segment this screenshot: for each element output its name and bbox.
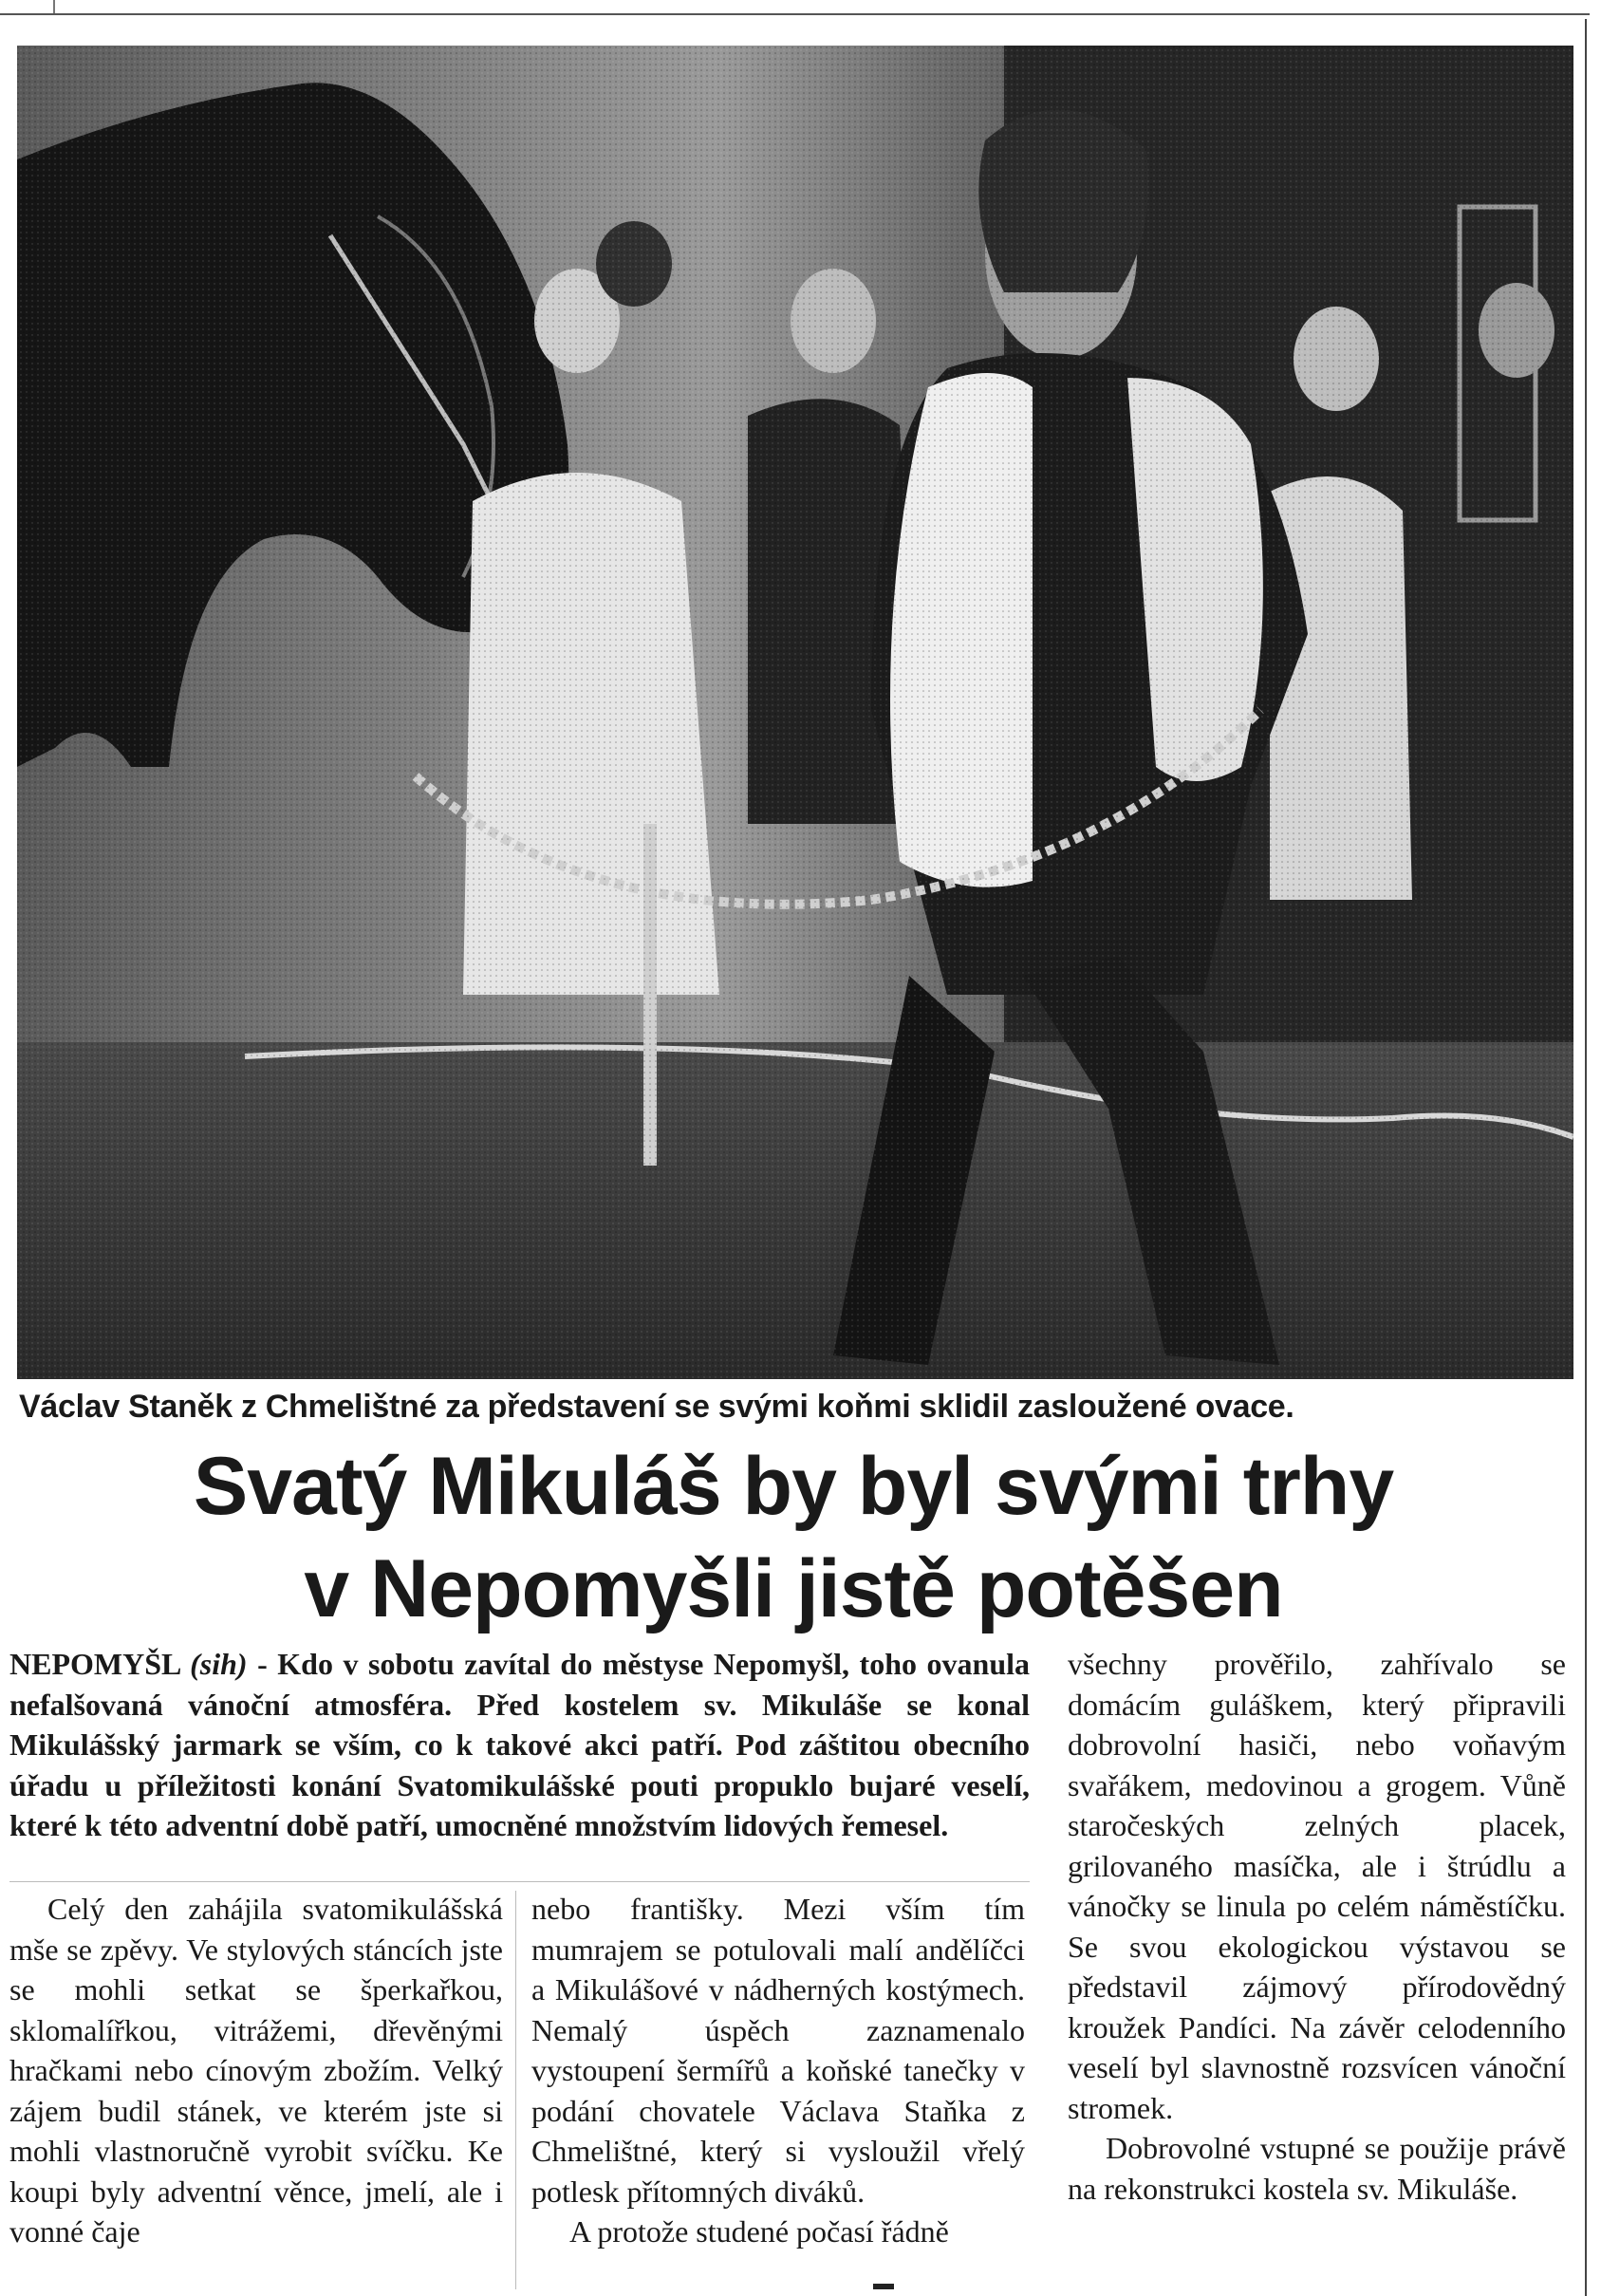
- headline-line-1: Svatý Mikuláš by byl svými trhy: [193, 1441, 1394, 1532]
- photo-caption: Václav Staněk z Chmelištné za představení se svými koňmi sklidil zasloužené ovace.: [19, 1389, 1294, 1425]
- body-column-3: [1068, 1644, 1566, 2209]
- column-divider: [515, 1891, 516, 2289]
- top-border-rule: [0, 0, 1590, 15]
- lead-divider: [9, 1881, 1030, 1882]
- dateline: NEPOMYŠL: [9, 1647, 180, 1681]
- col2-paragraph-b: A protože studené počasí řádně: [569, 2214, 949, 2249]
- col1-paragraph: Celý den zahájila svatomikulášská mše se zpěvy. Ve stylových stáncích jste se mohli setkat se šperkařkou, sklomalířkou, vitrážemi, dřevěnými hračkami nebo cínovým zbožím. Velký zájem budil stánek, ve kterém jste si mohli vlastnoručně vyrobit svíčku. Ke koupi byly adventní věnce, jmelí, ale i vonné čaje: [9, 1892, 503, 2249]
- photo-illustration: [17, 46, 1573, 1379]
- body-column-2: [531, 1889, 1025, 2252]
- byline: (sih): [190, 1647, 248, 1681]
- body-column-1: [9, 1889, 503, 2252]
- print-mark: [873, 2284, 894, 2289]
- col3-paragraph-b: Dobrovolné vstupné se použije právě na rekonstrukci kostela sv. Mikuláše.: [1068, 2131, 1566, 2206]
- lead-paragraph: [9, 1644, 1030, 1846]
- headline-line-2: v Nepomyšli jistě potěšen: [304, 1543, 1283, 1634]
- col3-paragraph: všechny prověřilo, zahřívalo se domácím guláškem, který připravili dobrovolní hasiči, nebo voňavým svařákem, medovinou a grogem. Vůně staročeských zelných placek, grilovaného masíčka, ale i štrúdlu a vánočky se linula po celém náměstíčku. Se svou ekologickou výstavou se představil zájmový přírodovědný kroužek Pandíci. Na závěr celodenního veselí byl slavnostně rozsvícen vánoční stromek.: [1068, 1647, 1566, 2125]
- article-headline: [0, 1435, 1587, 1640]
- col2-paragraph: nebo františky. Mezi vším tím mumrajem se potulovali malí andělíčci a Mikulášové v nádherných kostýmech. Nemalý úspěch zaznamenalo vystoupení šermířů a koňské tanečky v podání chovatele Václava Staňka z Chmelištné, který si vysloužil vřelý potlesk přítomných diváků.: [531, 1892, 1025, 2209]
- lead-text: - Kdo v sobotu zavítal do městyse Nepomyšl, toho ovanula nefalšovaná vánoční atmosféra. Před kostelem sv. Mikuláše se konal Mikulášský jarmark se vším, co k takové akci patří. Pod záštitou obecního úřadu u příležitosti konání Svatomikulášské pouti propuklo bujaré veselí, které k této adventní době patří, umocněné množstvím lidových řemesel.: [9, 1647, 1031, 1842]
- right-frame-line: [1585, 19, 1587, 2296]
- top-border-tick: [53, 0, 55, 13]
- article-photo: [17, 46, 1573, 1379]
